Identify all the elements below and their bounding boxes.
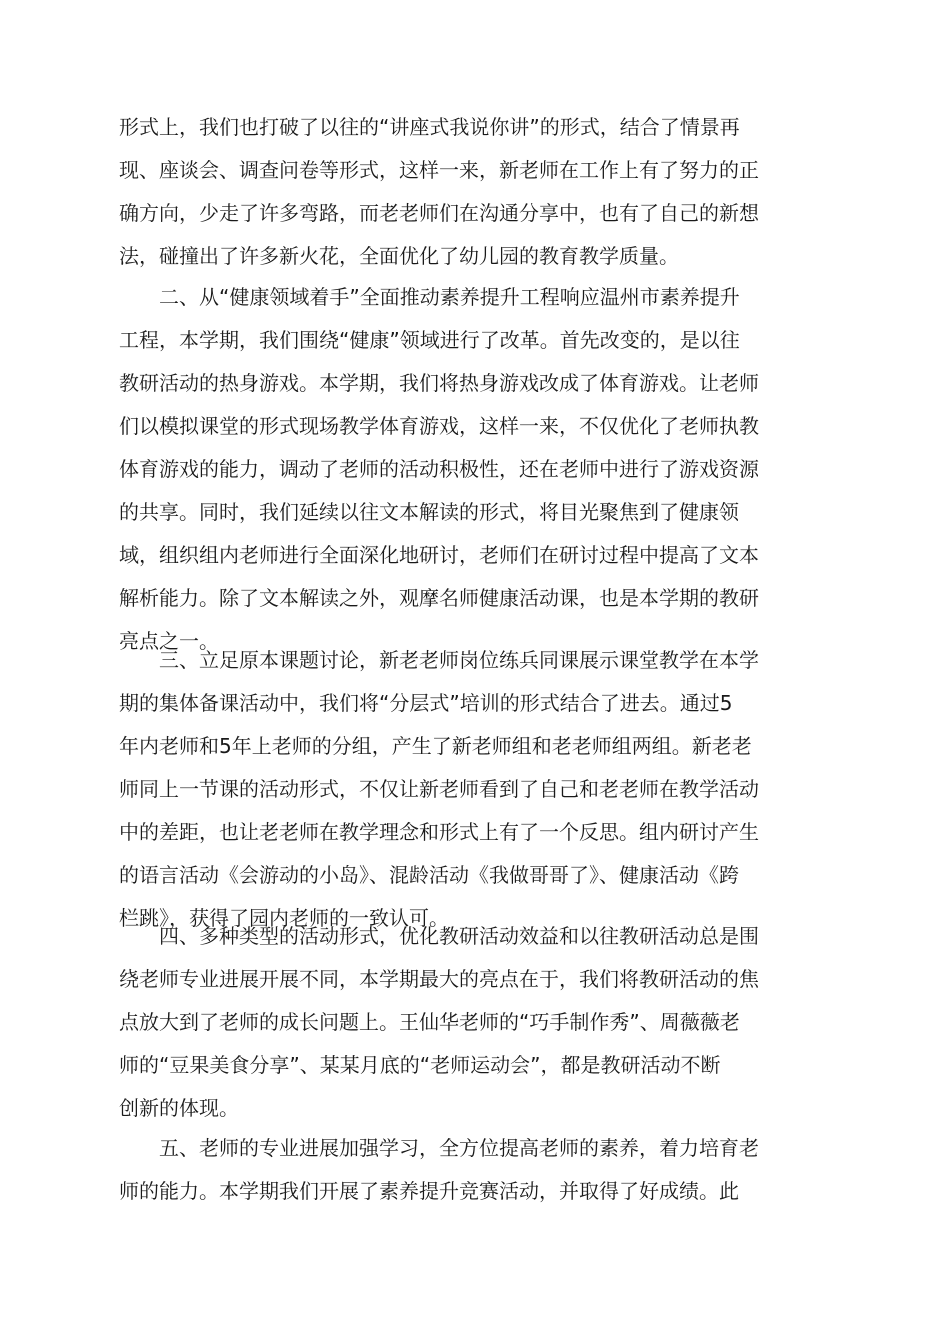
text-line: 四、多种类型的活动形式，优化教研活动效益和以往教研活动总是围 xyxy=(159,924,759,948)
text-line: 现、座谈会、调查问卷等形式，这样一来，新老师在工作上有了努力的正 xyxy=(119,158,759,182)
text-line: 师的能力。本学期我们开展了素养提升竞赛活动，并取得了好成绩。此 xyxy=(119,1179,739,1203)
text-line: 创新的体现。 xyxy=(119,1096,239,1120)
text-line: 二、从“健康领域着手”全面推动素养提升工程响应温州市素养提升 xyxy=(159,285,740,309)
text-line: 解析能力。除了文本解读之外，观摩名师健康活动课，也是本学期的教研 xyxy=(119,586,759,610)
text-line: 五、老师的专业进展加强学习，全方位提高老师的素养，着力培育老 xyxy=(159,1136,759,1160)
text-line: 域，组织组内老师进行全面深化地研讨，老师们在研讨过程中提高了文本 xyxy=(119,543,759,567)
text-line: 工程，本学期，我们围绕“健康”领域进行了改革。首先改变的，是以往 xyxy=(119,328,740,352)
text-line: 师的“豆果美食分享”、某某月底的“老师运动会”，都是教研活动不断 xyxy=(119,1053,721,1077)
text-line: 法，碰撞出了许多新火花，全面优化了幼儿园的教育教学质量。 xyxy=(119,244,679,268)
text-line: 教研活动的热身游戏。本学期，我们将热身游戏改成了体育游戏。让老师 xyxy=(119,371,759,395)
paragraph-2 xyxy=(119,276,831,663)
text-line: 确方向，少走了许多弯路，而老老师们在沟通分享中，也有了自己的新想 xyxy=(119,201,759,225)
text-line: 体育游戏的能力，调动了老师的活动积极性，还在老师中进行了游戏资源 xyxy=(119,457,759,481)
text-line: 绕老师专业进展开展不同，本学期最大的亮点在于，我们将教研活动的焦 xyxy=(119,967,759,991)
text-line: 中的差距，也让老老师在教学理念和形式上有了一个反思。组内研讨产生 xyxy=(119,820,759,844)
text-line: 形式上，我们也打破了以往的“讲座式我说你讲”的形式，结合了情景再 xyxy=(119,115,740,139)
text-line: 们以模拟课堂的形式现场教学体育游戏，这样一来，不仅优化了老师执教 xyxy=(119,414,759,438)
paragraph-3 xyxy=(119,639,831,940)
text-line: 的共享。同时，我们延续以往文本解读的形式，将目光聚焦到了健康领 xyxy=(119,500,739,524)
text-line: 的语言活动《会游动的小岛》、混龄活动《我做哥哥了》、健康活动《跨 xyxy=(119,863,739,887)
text-line: 点放大到了老师的成长问题上。王仙华老师的“巧手制作秀”、周薇薇老 xyxy=(119,1010,740,1034)
paragraph-1 xyxy=(119,106,831,278)
text-line: 栏跳》，获得了园内老师的一致认可。 xyxy=(119,906,449,930)
text-line: 师同上一节课的活动形式，不仅让新老师看到了自己和老老师在教学活动 xyxy=(119,777,759,801)
text-line: 期的集体备课活动中，我们将“分层式”培训的形式结合了进去。通过5 xyxy=(119,691,733,715)
paragraph-5 xyxy=(119,1127,831,1213)
text-line: 年内老师和5年上老师的分组，产生了新老师组和老老师组两组。新老老 xyxy=(119,734,752,758)
text-line: 亮点之一。 xyxy=(119,629,219,653)
paragraph-4 xyxy=(119,915,831,1130)
text-line: 三、立足原本课题讨论，新老老师岗位练兵同课展示课堂教学在本学 xyxy=(159,648,759,672)
